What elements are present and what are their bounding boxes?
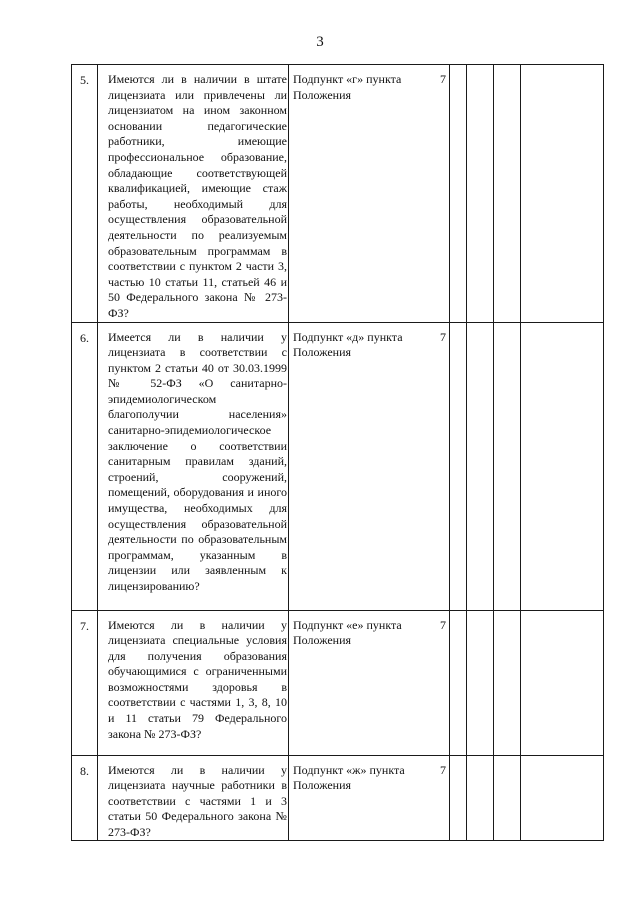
reference-subpoint: Подпункт «е» пункта — [293, 617, 402, 632]
table-row — [72, 322, 604, 610]
page-number: 3 — [316, 34, 324, 50]
answer-cell — [450, 610, 467, 755]
question-text: Имеется ли в наличии у лицензиата в соответствии с пунктом 2 статьи 40 от 30.03.1999 № 52-ФЗ «О санитарно-эпидемиологическом благополучии населения» санитарно-эпидемиологическое заключение о соответствии санитарным правилам зданий, строений, сооружений, помещений, оборудования и иного имущества, необходимых для осуществления образовательной деятельности по образовательным программам, указанным в лицензии или заявленным к лицензированию? — [98, 322, 289, 610]
reference-cell — [289, 322, 450, 610]
reference-subpoint: Подпункт «д» пункта — [293, 329, 403, 344]
reference-document: Положения — [293, 778, 352, 793]
answer-cell — [467, 322, 494, 610]
table-row — [72, 65, 604, 323]
answer-cell — [494, 755, 521, 841]
reference-cell — [289, 610, 450, 755]
answer-cell — [450, 65, 467, 323]
answer-cell — [467, 610, 494, 755]
row-number: 8. — [72, 755, 98, 841]
question-text: Имеются ли в наличии у лицензиата научные работники в соответствии с частями 1 и 3 статьи 50 Федерального закона № 273-ФЗ? — [98, 755, 289, 841]
notes-cell — [521, 322, 604, 610]
notes-cell — [521, 610, 604, 755]
answer-cell — [450, 322, 467, 610]
reference-point: 7 — [440, 617, 446, 632]
checklist-table — [71, 64, 604, 841]
reference-document: Положения — [293, 345, 352, 360]
answer-cell — [494, 65, 521, 323]
reference-cell — [289, 65, 450, 323]
reference-cell — [289, 755, 450, 841]
reference-subpoint: Подпункт «ж» пункта — [293, 762, 405, 777]
notes-cell — [521, 65, 604, 323]
answer-cell — [450, 755, 467, 841]
row-number: 6. — [72, 322, 98, 610]
row-number: 5. — [72, 65, 98, 323]
table-row — [72, 755, 604, 841]
reference-point: 7 — [440, 329, 446, 344]
reference-document: Положения — [293, 633, 352, 648]
question-text: Имеются ли в наличии у лицензиата специальные условия для получения образования обучающимися с ограниченными возможностями здоровья в соответствии с частями 1, 3, 8, 10 и 11 статьи 79 Федерального закона № 273-ФЗ? — [98, 610, 289, 755]
answer-cell — [494, 610, 521, 755]
answer-cell — [494, 322, 521, 610]
reference-point: 7 — [440, 72, 446, 86]
answer-cell — [467, 755, 494, 841]
table-row — [72, 610, 604, 755]
reference-document: Положения — [293, 87, 352, 102]
notes-cell — [521, 755, 604, 841]
row-number: 7. — [72, 610, 98, 755]
answer-cell — [467, 65, 494, 323]
question-text: Имеются ли в наличии в штате лицензиата или привлечены ли лицензиатом на ином законном основании педагогические работники, имеющие профессиональное образование, обладающие соответствующей квалификацией, имеющие стаж работы, необходимый для осуществления образовательной деятельности по реализуемым образовательным программам в соответствии с пунктом 2 части 3, частью 10 статьи 11, статьей 46 и 50 Федерального закона № 273-ФЗ? — [98, 65, 289, 323]
reference-point: 7 — [440, 762, 446, 777]
reference-subpoint: Подпункт «г» пункта — [293, 72, 402, 86]
